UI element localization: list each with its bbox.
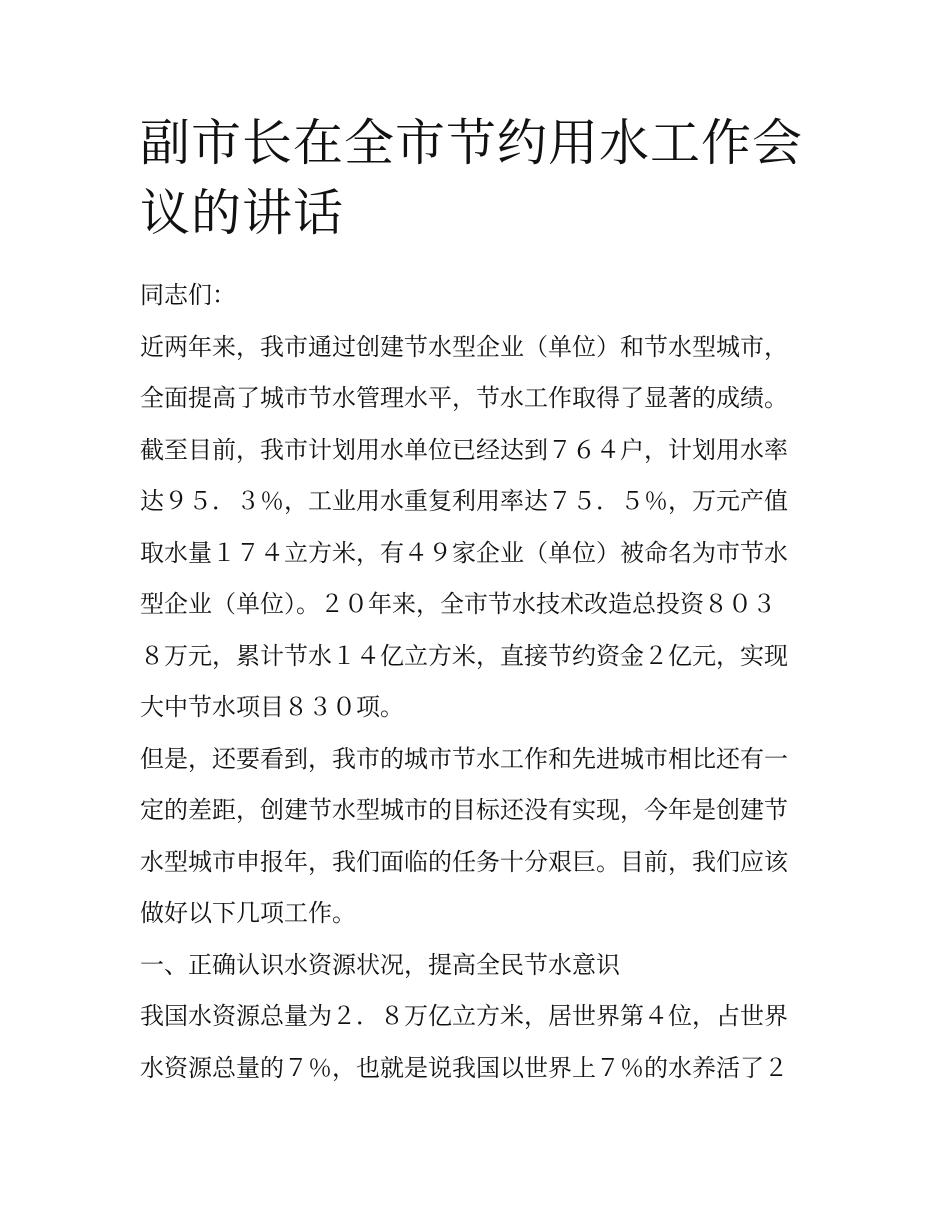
document-page [140, 108, 820, 1094]
text-line: 水资源总量的７％，也就是说我国以世界上７％的水养活了２ [140, 1053, 788, 1082]
paragraph-challenges [140, 734, 820, 940]
text-line: 截至目前，我市计划用水单位已经达到７６４户，计划用水率 [140, 435, 788, 464]
text-line: 大中节水项目８３０项。 [140, 693, 404, 721]
text-line: 近两年来，我市通过创建节水型企业（单位）和节水型城市， [140, 332, 788, 361]
document-title [140, 108, 820, 248]
text-line: 全面提高了城市节水管理水平，节水工作取得了显著的成绩。 [140, 384, 788, 412]
text-line: 取水量１７４立方米，有４９家企业（单位）被命名为市节水 [140, 538, 788, 567]
text-line: ８万元，累计节水１４亿立方米，直接节约资金２亿元，实现 [140, 641, 788, 670]
salutation [140, 270, 820, 322]
paragraph-achievements [140, 322, 820, 734]
section-heading [140, 940, 820, 992]
text-line: 一、正确认识水资源状况，提高全民节水意识 [140, 950, 620, 979]
paragraph-water-resources [140, 991, 820, 1094]
text-line: 达９５．３％，工业用水重复利用率达７５．５％，万元产值 [140, 487, 788, 515]
text-line: 水型城市申报年，我们面临的任务十分艰巨。目前，我们应该 [140, 847, 788, 876]
title-line: 议的讲话 [140, 184, 344, 242]
text-line: 同志们： [140, 281, 236, 309]
text-line: 但是，还要看到，我市的城市节水工作和先进城市相比还有一 [140, 744, 788, 773]
title-line: 副市长在全市节约用水工作会 [140, 114, 803, 172]
text-line: 定的差距，创建节水型城市的目标还没有实现，今年是创建节 [140, 796, 788, 824]
text-line: 做好以下几项工作。 [140, 899, 356, 927]
text-line: 我国水资源总量为２．８万亿立方米，居世界第４位，占世界 [140, 1002, 788, 1030]
text-line: 型企业（单位）。２０年来，全市节水技术改造总投资８０３ [140, 590, 776, 618]
